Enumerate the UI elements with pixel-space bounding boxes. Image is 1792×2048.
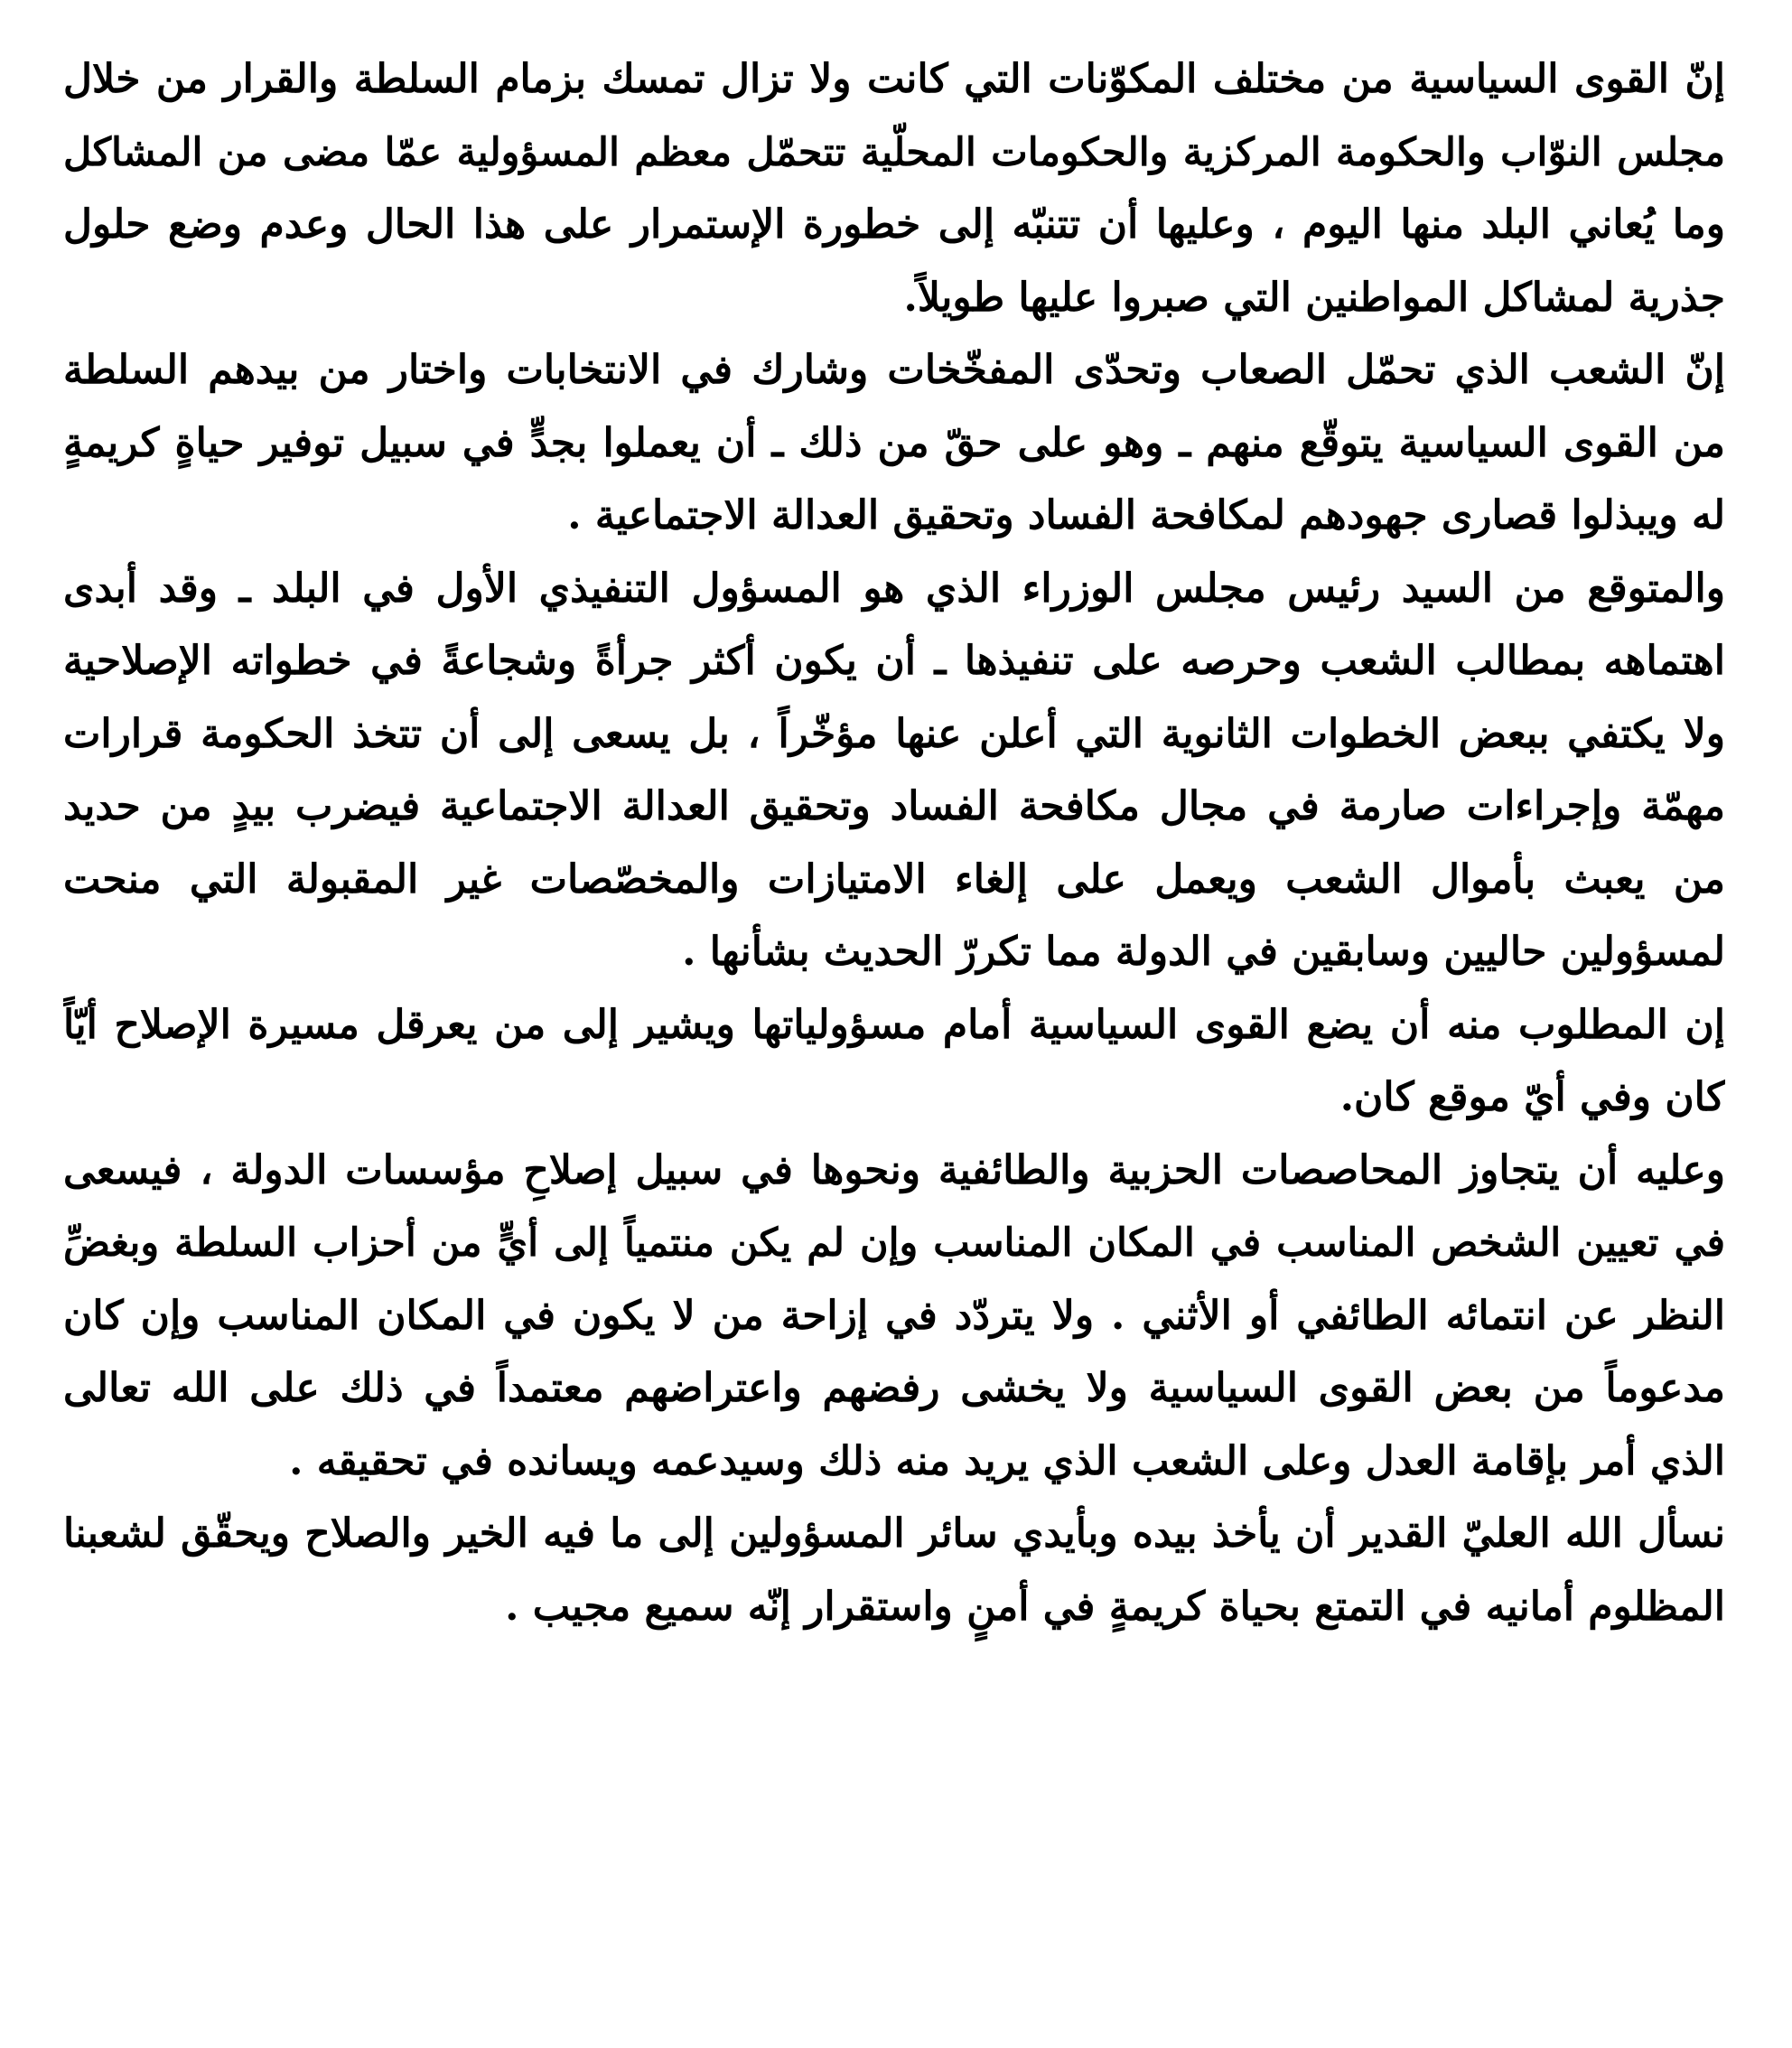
text-line: والمتوقع من السيد رئيس مجلس الوزراء الذي هو المسؤول التنفيذي الأول في البلد ـ وقد أبدى [63,565,1725,612]
paragraph-4 [63,989,1725,1135]
paragraph-1 [63,43,1725,334]
text-line: جذرية لمشاكل المواطنين التي صبروا عليها طويلاً. [903,274,1725,321]
paragraph-5 [63,1135,1725,1499]
document-page [63,43,1725,1643]
text-line: المظلوم أمانيه في التمتع بحياة كريمةٍ في أمنٍ واستقرار إنّه سميع مجيب . [505,1583,1725,1630]
text-line: النظر عن انتمائه الطائفي أو الأثني . ولا يتردّد في إزاحة من لا يكون في المكان المناسب وإن كان [63,1292,1725,1339]
text-line: إن المطلوب منه أن يضع القوى السياسية أمام مسؤولياتها ويشير إلى من يعرقل مسيرة الإصلاح أيّاً [63,1001,1725,1048]
text-line: كان وفي أيّ موقع كان. [1339,1074,1725,1120]
text-line: لمسؤولين حاليين وسابقين في الدولة مما تكررّ الحديث بشأنها . [682,929,1725,975]
text-line: الذي أمر بإقامة العدل وعلى الشعب الذي يريد منه ذلك وسيدعمه ويسانده في تحقيقه . [289,1437,1725,1484]
text-line: وما يُعاني البلد منها اليوم ، وعليها أن تتنبّه إلى خطورة الإستمرار على هذا الحال وعدم وضع حلول [63,201,1725,248]
text-line: من القوى السياسية يتوقّع منهم ـ وهو على حقّ من ذلك ـ أن يعملوا بجدٍّ في سبيل توفير حياةٍ كريمةٍ [63,419,1725,466]
text-line: مدعوماً من بعض القوى السياسية ولا يخشى رفضهم واعتراضهم معتمداً في ذلك على الله تعالى [63,1365,1725,1411]
text-line: إنّ الشعب الذي تحمّل الصعاب وتحدّى المفخّخات وشارك في الانتخابات واختار من بيدهم السلطة [63,347,1725,393]
text-line: في تعيين الشخص المناسب في المكان المناسب وإن لم يكن منتمياً إلى أيٍّ من أحزاب السلطة وبغضِّ [63,1220,1725,1266]
text-line: مجلس النوّاب والحكومة المركزية والحكومات المحلّية تتحمّل معظم المسؤولية عمّا مضى من المشاكل [63,129,1725,175]
text-line: وعليه أن يتجاوز المحاصصات الحزبية والطائفية ونحوها في سبيل إصلاحِ مؤسسات الدولة ، فيسعى [63,1146,1725,1193]
text-line: من يعبث بأموال الشعب ويعمل على إلغاء الامتيازات والمخصّصات غير المقبولة التي منحت [63,856,1725,902]
text-line: له ويبذلوا قصارى جهودهم لمكافحة الفساد وتحقيق العدالة الاجتماعية . [567,492,1725,538]
text-line: نسأل الله العليّ القدير أن يأخذ بيده وبأيدي سائر المسؤولين إلى ما فيه الخير والصلاح ويحقّق لشعبنا [63,1510,1725,1557]
paragraph-6 [63,1498,1725,1643]
paragraph-3 [63,553,1725,989]
text-line: إنّ القوى السياسية من مختلف المكوّنات التي كانت ولا تزال تمسك بزمام السلطة والقرار من خلال [63,56,1725,102]
text-line: اهتماهه بمطالب الشعب وحرصه على تنفيذها ـ أن يكون أكثر جرأةً وشجاعةً في خطواته الإصلاحية [63,638,1725,684]
paragraph-2 [63,334,1725,553]
text-line: ولا يكتفي ببعض الخطوات الثانوية التي أعلن عنها مؤخّراً ، بل يسعى إلى أن تتخذ الحكومة قرارات [63,710,1725,757]
text-line: مهمّة وإجراءات صارمة في مجال مكافحة الفساد وتحقيق العدالة الاجتماعية فيضرب بيدٍ من حديد [63,783,1725,829]
